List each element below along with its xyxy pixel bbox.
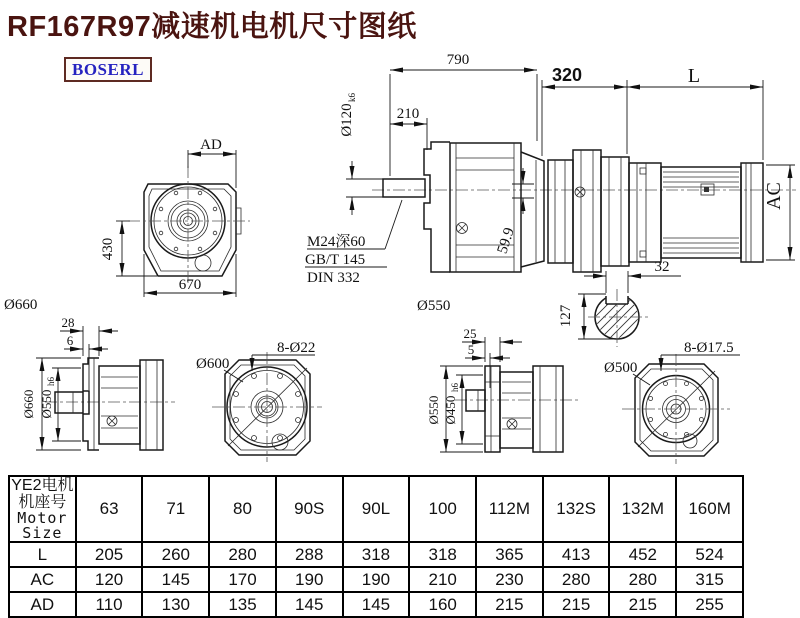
dim-210: 210 <box>396 106 420 122</box>
header-motor-size: YE2电机机座号 Motor Size <box>9 476 76 542</box>
column-header: 90S <box>276 476 343 542</box>
dim-127: 127 <box>558 304 574 328</box>
dim-d550h6: Ø550 <box>39 389 54 419</box>
label-d660: Ø660 <box>4 297 38 313</box>
column-header: 112M <box>476 476 543 542</box>
value-cell: 280 <box>609 567 676 592</box>
dim-l: L <box>687 65 701 87</box>
note-din: DIN 332 <box>307 270 360 286</box>
value-cell: 145 <box>276 592 343 617</box>
value-cell: 110 <box>76 592 143 617</box>
value-cell: 260 <box>142 542 209 567</box>
dim-ad: AD <box>200 137 222 153</box>
value-cell: 288 <box>276 542 343 567</box>
value-cell: 318 <box>343 542 410 567</box>
column-header: 132S <box>543 476 610 542</box>
dim-shaft-tol: k6 <box>347 93 357 102</box>
column-header: 100 <box>409 476 476 542</box>
motor-size-table <box>8 475 744 618</box>
dim-430: 430 <box>100 237 116 261</box>
value-cell: 318 <box>409 542 476 567</box>
value-cell: 120 <box>76 567 143 592</box>
brand-logo: BOSERL <box>64 57 152 82</box>
value-cell: 190 <box>343 567 410 592</box>
value-cell: 190 <box>276 567 343 592</box>
table-body <box>9 476 743 617</box>
table-row <box>9 592 743 617</box>
dim-shaft-dia: Ø120 <box>339 103 355 137</box>
row-label: AD <box>9 592 76 617</box>
value-cell: 210 <box>409 567 476 592</box>
value-cell: 135 <box>209 592 276 617</box>
front-view <box>4 137 250 313</box>
dim-d450h6: Ø450 <box>443 395 458 425</box>
column-header: 160M <box>676 476 743 542</box>
dim-d550h6-tol: h6 <box>46 377 56 386</box>
value-cell: 230 <box>476 567 543 592</box>
dim-5: 5 <box>467 342 475 357</box>
column-header: 132M <box>609 476 676 542</box>
dim-32: 32 <box>654 259 670 275</box>
dim-59-9: 59.9 <box>494 225 518 256</box>
value-cell: 280 <box>209 542 276 567</box>
value-cell: 170 <box>209 567 276 592</box>
page-title: RF167R97减速机电机尺寸图纸 <box>7 11 417 43</box>
value-cell: 524 <box>676 542 743 567</box>
value-cell: 145 <box>343 592 410 617</box>
column-header: 80 <box>209 476 276 542</box>
dim-8-d17-5: 8-Ø17.5 <box>684 340 734 356</box>
column-header: 90L <box>343 476 410 542</box>
value-cell: 280 <box>543 567 610 592</box>
note-gbt: GB/T 145 <box>305 252 366 268</box>
row-label: L <box>9 542 76 567</box>
column-header: 63 <box>76 476 143 542</box>
front-small-side-view <box>426 326 580 452</box>
table-row <box>9 542 743 567</box>
dim-d450h6-tol: h6 <box>450 383 460 392</box>
rear-side-view <box>21 315 175 450</box>
dim-320: 320 <box>551 65 583 85</box>
dim-d660: Ø660 <box>21 389 36 419</box>
row-label: AC <box>9 567 76 592</box>
value-cell: 365 <box>476 542 543 567</box>
value-cell: 145 <box>142 567 209 592</box>
value-cell: 160 <box>409 592 476 617</box>
dim-ac: AC <box>763 182 785 210</box>
table-row <box>9 567 743 592</box>
dim-6: 6 <box>66 333 74 348</box>
dim-28: 28 <box>61 315 75 330</box>
value-cell: 315 <box>676 567 743 592</box>
shaft-section <box>553 259 681 350</box>
value-cell: 205 <box>76 542 143 567</box>
note-tap: M24深60 <box>307 234 366 250</box>
value-cell: 413 <box>543 542 610 567</box>
dim-8-d22: 8-Ø22 <box>277 340 316 356</box>
dim-670: 670 <box>178 277 202 293</box>
label-d550: Ø550 <box>417 298 451 314</box>
side-view <box>305 52 796 314</box>
value-cell: 215 <box>476 592 543 617</box>
label-d600: Ø600 <box>196 356 230 372</box>
value-cell: 215 <box>609 592 676 617</box>
dim-25: 25 <box>463 326 477 341</box>
column-header: 71 <box>142 476 209 542</box>
value-cell: 452 <box>609 542 676 567</box>
flange600-view <box>196 340 322 462</box>
dim-d550: Ø550 <box>426 395 441 425</box>
dim-790: 790 <box>446 52 470 68</box>
label-d500: Ø500 <box>604 360 638 376</box>
value-cell: 130 <box>142 592 209 617</box>
value-cell: 255 <box>676 592 743 617</box>
value-cell: 215 <box>543 592 610 617</box>
flange500-view <box>604 340 740 464</box>
